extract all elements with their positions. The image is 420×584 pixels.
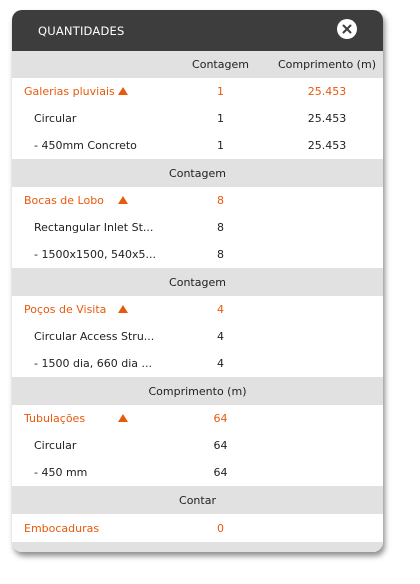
item-name: - 450mm Concreto — [34, 139, 137, 152]
triangle-up-icon[interactable] — [118, 305, 128, 313]
section-header-label: Contagem — [169, 166, 226, 180]
list-item[interactable] — [12, 241, 383, 268]
triangle-up-icon[interactable] — [118, 414, 128, 422]
section-header-label: Comprimento (m) — [148, 384, 247, 398]
list-item[interactable] — [12, 132, 383, 159]
list-item[interactable] — [12, 350, 383, 377]
category-row-tubulacoes[interactable] — [12, 405, 383, 432]
section-header-label: Contar — [179, 493, 216, 507]
section-header-row — [12, 377, 383, 405]
column-header-length: Comprimento (m) — [278, 58, 376, 71]
column-header-row — [12, 51, 383, 78]
category-name: Embocaduras — [24, 521, 100, 535]
category-count: 4 — [217, 303, 224, 316]
item-count: 4 — [217, 330, 224, 343]
quantities-panel — [12, 10, 383, 552]
category-row-bocas[interactable] — [12, 187, 383, 214]
category-name: Galerias pluviais — [24, 85, 115, 98]
section-header-row — [12, 268, 383, 296]
category-count: 0 — [217, 521, 224, 535]
item-length: 25.453 — [307, 139, 347, 152]
category-row-embocaduras[interactable] — [12, 514, 383, 542]
item-count: 8 — [217, 248, 224, 261]
item-length: 25.453 — [307, 112, 347, 125]
item-name: - 1500x1500, 540x5... — [34, 248, 156, 261]
list-item[interactable] — [12, 105, 383, 132]
list-item[interactable] — [12, 432, 383, 459]
column-header-count: Contagem — [192, 58, 249, 71]
close-icon — [342, 24, 352, 34]
item-name: Circular — [34, 439, 77, 452]
item-count: 8 — [217, 221, 224, 234]
section-header-row — [12, 159, 383, 187]
panel-header — [12, 10, 383, 51]
category-length: 25.453 — [307, 85, 347, 98]
panel-footer — [12, 542, 383, 552]
item-count: 1 — [217, 112, 224, 125]
item-name: Circular Access Stru... — [34, 330, 155, 343]
category-count: 1 — [217, 85, 224, 98]
item-name: - 1500 dia, 660 dia ... — [34, 357, 152, 370]
item-value: 64 — [213, 466, 228, 479]
category-row-galerias[interactable] — [12, 78, 383, 105]
list-item[interactable] — [12, 459, 383, 486]
item-value: 64 — [213, 439, 228, 452]
triangle-up-icon[interactable] — [118, 87, 128, 95]
section-header-label: Contagem — [169, 275, 226, 289]
panel-title: QUANTIDADES — [38, 23, 125, 38]
item-name: - 450 mm — [34, 466, 88, 479]
item-count: 4 — [217, 357, 224, 370]
category-name: Poços de Visita — [24, 303, 107, 316]
close-button[interactable] — [337, 19, 357, 39]
category-row-pocos[interactable] — [12, 296, 383, 323]
section-header-row — [12, 486, 383, 514]
list-item[interactable] — [12, 323, 383, 350]
item-name: Rectangular Inlet St... — [34, 221, 154, 234]
category-name: Tubulações — [24, 412, 86, 425]
item-name: Circular — [34, 112, 77, 125]
category-value: 64 — [213, 412, 228, 425]
list-item[interactable] — [12, 214, 383, 241]
item-count: 1 — [217, 139, 224, 152]
category-name: Bocas de Lobo — [24, 194, 104, 207]
triangle-up-icon[interactable] — [118, 196, 128, 204]
category-count: 8 — [217, 194, 224, 207]
